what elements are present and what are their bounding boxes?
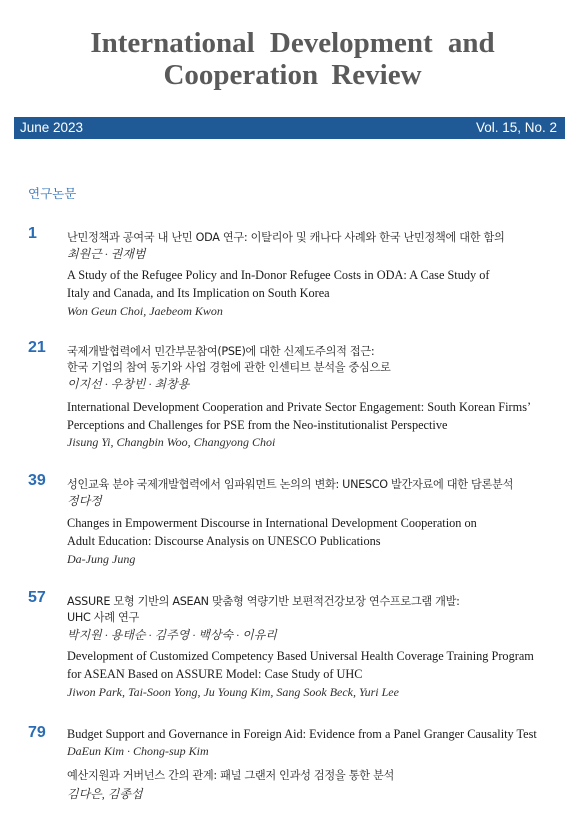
page-number: 1 xyxy=(28,225,37,242)
korean-authors: 최원근 · 권재범 xyxy=(67,247,146,261)
english-title-line: Italy and Canada, and Its Implication on South Korea xyxy=(67,286,330,300)
english-authors: Jiwon Park, Tai-Soon Yong, Ju Young Kim, Sang Sook Beck, Yuri Lee xyxy=(67,685,399,699)
page-number: 79 xyxy=(28,724,46,741)
section-title: 연구논문 xyxy=(28,186,77,201)
english-authors: Da-Jung Jung xyxy=(67,552,136,566)
english-title-line: Development of Customized Competency Based Universal Health Coverage Training Program xyxy=(67,649,534,663)
korean-title-line: ASSURE 모형 기반의 ASEAN 맞춤형 역량기반 보편적건강보장 연수프로그램 개발: xyxy=(67,595,460,608)
korean-authors: 정다정 xyxy=(67,494,102,508)
korean-title-line: 국제개발협력에서 민간부문참여(PSE)에 대한 신제도주의적 접근: xyxy=(67,345,375,358)
english-title-line: Changes in Empowerment Discourse in International Development Cooperation on xyxy=(67,516,477,530)
english-authors: DaEun Kim · Chong-sup Kim xyxy=(67,744,209,758)
english-title-line: for ASEAN Based on ASSURE Model: Case Study of UHC xyxy=(67,667,363,681)
issue-date: June 2023 xyxy=(20,120,84,135)
page-number: 21 xyxy=(28,339,46,356)
korean-title-line: 난민정책과 공여국 내 난민 ODA 연구: 이탈리아 및 캐나다 사례와 한국 난민정책에 대한 함의 xyxy=(67,231,505,244)
korean-authors: 박지원 · 용태순 · 김주영 · 백상숙 · 이유리 xyxy=(67,628,277,642)
korean-title-line: 예산지원과 거버넌스 간의 관계: 패널 그랜저 인과성 검정을 통한 분석 xyxy=(67,769,394,782)
page-number: 39 xyxy=(28,472,46,489)
english-title-line: Adult Education: Discourse Analysis on UNESCO Publications xyxy=(67,534,381,548)
english-title-line: Budget Support and Governance in Foreign Aid: Evidence from a Panel Granger Causality Test xyxy=(67,727,537,741)
korean-authors: 김다은, 김종섭 xyxy=(67,787,143,801)
english-authors: Won Geun Choi, Jaebeom Kwon xyxy=(67,304,223,318)
english-title-line: Perceptions and Challenges for PSE from the Neo-institutionalist Perspective xyxy=(67,418,448,432)
issue-volume: Vol. 15, No. 2 xyxy=(475,120,557,135)
journal-title-line-2: Cooperation Review xyxy=(163,59,422,91)
korean-authors: 이지선 · 우창빈 · 최창용 xyxy=(67,377,190,391)
issue-bar xyxy=(14,117,565,139)
journal-title-line-1: International Development and xyxy=(90,27,495,59)
english-title-line: A Study of the Refugee Policy and In-Donor Refugee Costs in ODA: A Case Study of xyxy=(67,268,490,282)
english-title-line: International Development Cooperation and Private Sector Engagement: South Korean Firms’ xyxy=(67,400,532,414)
english-authors: Jisung Yi, Changbin Woo, Changyong Choi xyxy=(67,435,276,449)
page-number: 57 xyxy=(28,589,46,606)
korean-title-line: 성인교육 분야 국제개발협력에서 임파워먼트 논의의 변화: UNESCO 발간자료에 대한 담론분석 xyxy=(67,478,514,491)
korean-title-line: 한국 기업의 참여 동기와 사업 경험에 관한 인센티브 분석을 중심으로 xyxy=(67,361,391,374)
korean-title-line: UHC 사례 연구 xyxy=(67,611,140,624)
